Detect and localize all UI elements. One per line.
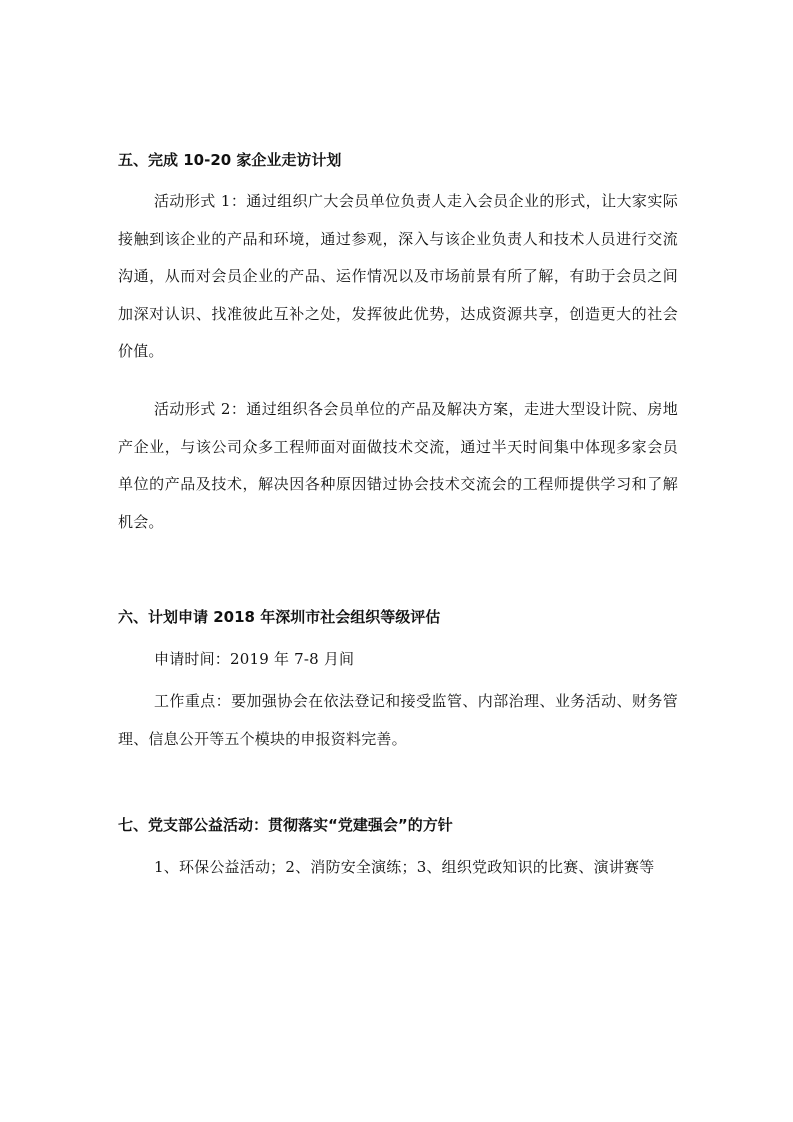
section-6-work-focus: 工作重点：要加强协会在依法登记和接受监管、内部治理、业务活动、财务管理、信息公开等五个模块的申报资料完善。 bbox=[118, 692, 678, 748]
section-5-paragraph-1: 活动形式 1：通过组织广大会员单位负责人走入会员企业的形式，让大家实际接触到该企业的产品和环境，通过参观，深入与该企业负责人和技术人员进行交流沟通，从而对会员企业的产品、运作情况以及市场前景有所了解，有助于会员之间加深对认识、找准彼此互补之处，发挥彼此优势，达成资源共享，创造更大的社会价值。 bbox=[118, 192, 678, 360]
section-5-heading: 五、完成 10-20 家企业走访计划 bbox=[118, 151, 342, 169]
section-6-heading: 六、计划申请 2018 年深圳市社会组织等级评估 bbox=[118, 608, 441, 626]
section-5-paragraph-2: 活动形式 2：通过组织各会员单位的产品及解决方案，走进大型设计院、房地产企业，与该公司众多工程师面对面做技术交流，通过半天时间集中体现多家会员单位的产品及技术，解决因各种原因错过协会技术交流会的工程师提供学习和了解机会。 bbox=[118, 400, 678, 531]
section-7-heading: 七、党支部公益活动：贯彻落实“党建强会”的方针 bbox=[118, 816, 453, 834]
section-6-application-time: 申请时间：2019 年 7-8 月间 bbox=[154, 650, 355, 668]
section-7-activities: 1、环保公益活动；2、消防安全演练；3、组织党政知识的比赛、演讲赛等 bbox=[154, 858, 655, 876]
